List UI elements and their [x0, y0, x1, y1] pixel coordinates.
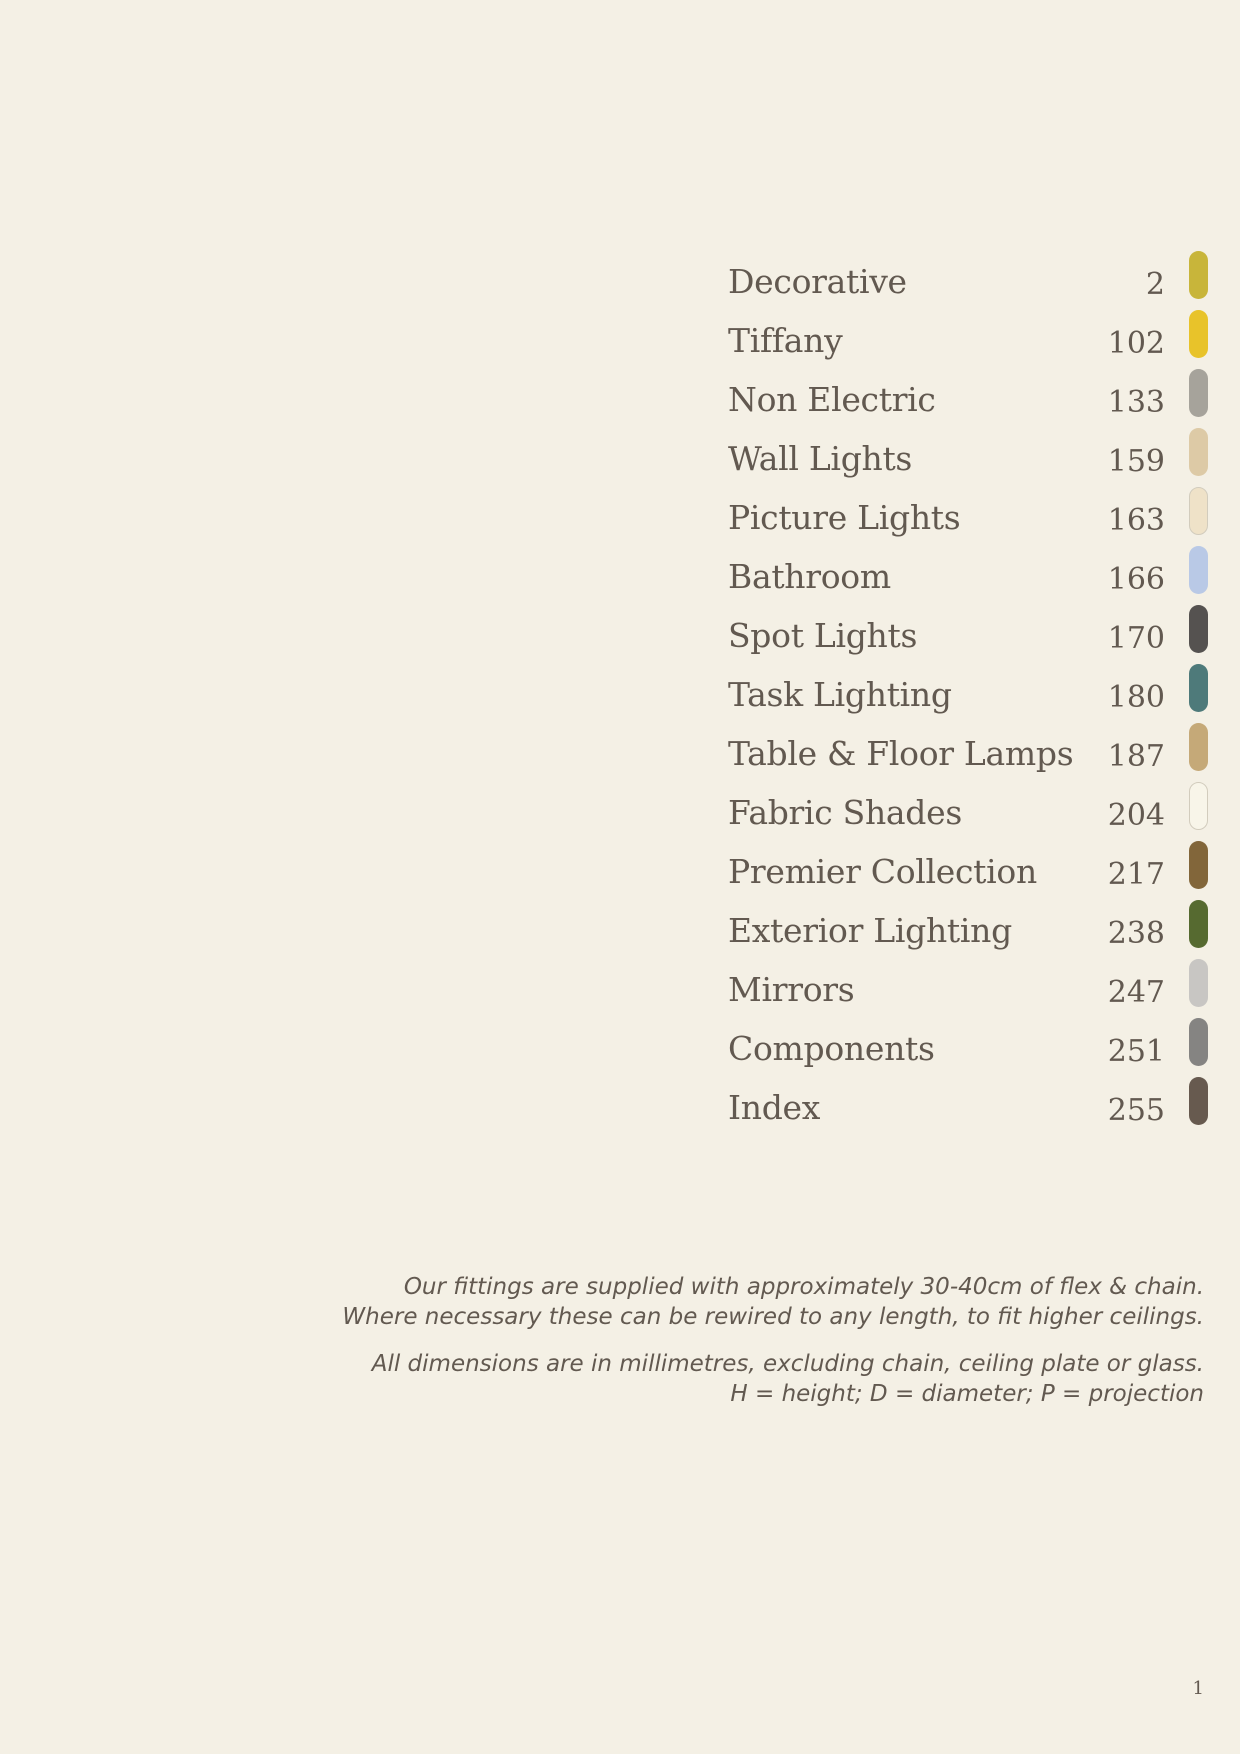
color-swatch: [1189, 251, 1208, 299]
note-line: Where necessary these can be rewired to any length, to fit higher ceilings.: [342, 1304, 1204, 1330]
color-swatch: [1189, 369, 1208, 417]
toc-item-label: Wall Lights: [728, 439, 913, 478]
color-swatch: [1189, 546, 1208, 594]
toc-item-label: Decorative: [728, 262, 907, 301]
toc-item-label: Tiffany: [728, 321, 843, 360]
page-number: 1: [1192, 1678, 1204, 1699]
toc-item-label: Mirrors: [728, 970, 855, 1009]
toc-item-label: Spot Lights: [728, 616, 918, 655]
toc-item-page: 2: [1145, 267, 1165, 302]
toc-item-page: 166: [1107, 562, 1165, 597]
table-of-contents: [728, 262, 1208, 1150]
toc-item-label: Non Electric: [728, 380, 936, 419]
toc-item-page: 102: [1107, 326, 1165, 361]
color-swatch: [1189, 664, 1208, 712]
color-swatch: [1189, 1077, 1208, 1125]
toc-item-fabric-shades[interactable]: [728, 793, 1208, 855]
toc-item-page: 163: [1107, 503, 1165, 538]
color-swatch: [1189, 959, 1208, 1007]
note-line: Our fittings are supplied with approximately 30-40cm of flex & chain.: [403, 1274, 1204, 1300]
toc-item-exterior-lighting[interactable]: [728, 911, 1208, 973]
note-line: H = height; D = diameter; P = projection: [730, 1381, 1204, 1407]
toc-item-picture-lights[interactable]: [728, 498, 1208, 560]
toc-item-mirrors[interactable]: [728, 970, 1208, 1032]
color-swatch: [1189, 900, 1208, 948]
toc-item-label: Picture Lights: [728, 498, 961, 537]
flex-chain-note: [204, 1272, 1204, 1332]
toc-item-label: Table & Floor Lamps: [728, 734, 1074, 773]
toc-item-non-electric[interactable]: [728, 380, 1208, 442]
fitting-notes: [204, 1272, 1204, 1409]
toc-item-page: 159: [1107, 444, 1165, 479]
toc-item-label: Fabric Shades: [728, 793, 962, 832]
color-swatch: [1189, 487, 1208, 535]
toc-item-label: Task Lighting: [728, 675, 952, 714]
toc-item-label: Exterior Lighting: [728, 911, 1012, 950]
toc-item-decorative[interactable]: [728, 262, 1208, 324]
color-swatch: [1189, 1018, 1208, 1066]
toc-item-page: 247: [1107, 975, 1165, 1010]
toc-item-tiffany[interactable]: [728, 321, 1208, 383]
toc-item-label: Bathroom: [728, 557, 891, 596]
note-line: All dimensions are in millimetres, excluding chain, ceiling plate or glass.: [371, 1351, 1204, 1377]
toc-item-page: 255: [1107, 1093, 1165, 1128]
toc-item-spot-lights[interactable]: [728, 616, 1208, 678]
color-swatch: [1189, 310, 1208, 358]
toc-item-page: 204: [1107, 798, 1165, 833]
color-swatch: [1189, 428, 1208, 476]
toc-item-table-floor-lamps[interactable]: [728, 734, 1208, 796]
toc-item-label: Premier Collection: [728, 852, 1037, 891]
toc-item-page: 251: [1107, 1034, 1165, 1069]
toc-item-wall-lights[interactable]: [728, 439, 1208, 501]
toc-item-components[interactable]: [728, 1029, 1208, 1091]
color-swatch: [1189, 782, 1208, 830]
toc-item-index[interactable]: [728, 1088, 1208, 1150]
toc-item-page: 238: [1107, 916, 1165, 951]
toc-item-page: 217: [1107, 857, 1165, 892]
color-swatch: [1189, 605, 1208, 653]
color-swatch: [1189, 723, 1208, 771]
toc-item-page: 180: [1107, 680, 1165, 715]
toc-item-task-lighting[interactable]: [728, 675, 1208, 737]
toc-item-page: 170: [1107, 621, 1165, 656]
toc-item-label: Index: [728, 1088, 821, 1127]
toc-item-bathroom[interactable]: [728, 557, 1208, 619]
color-swatch: [1189, 841, 1208, 889]
toc-item-label: Components: [728, 1029, 935, 1068]
dimensions-note: [204, 1349, 1204, 1409]
toc-item-page: 187: [1107, 739, 1165, 774]
toc-item-page: 133: [1107, 385, 1165, 420]
toc-item-premier-collection[interactable]: [728, 852, 1208, 914]
